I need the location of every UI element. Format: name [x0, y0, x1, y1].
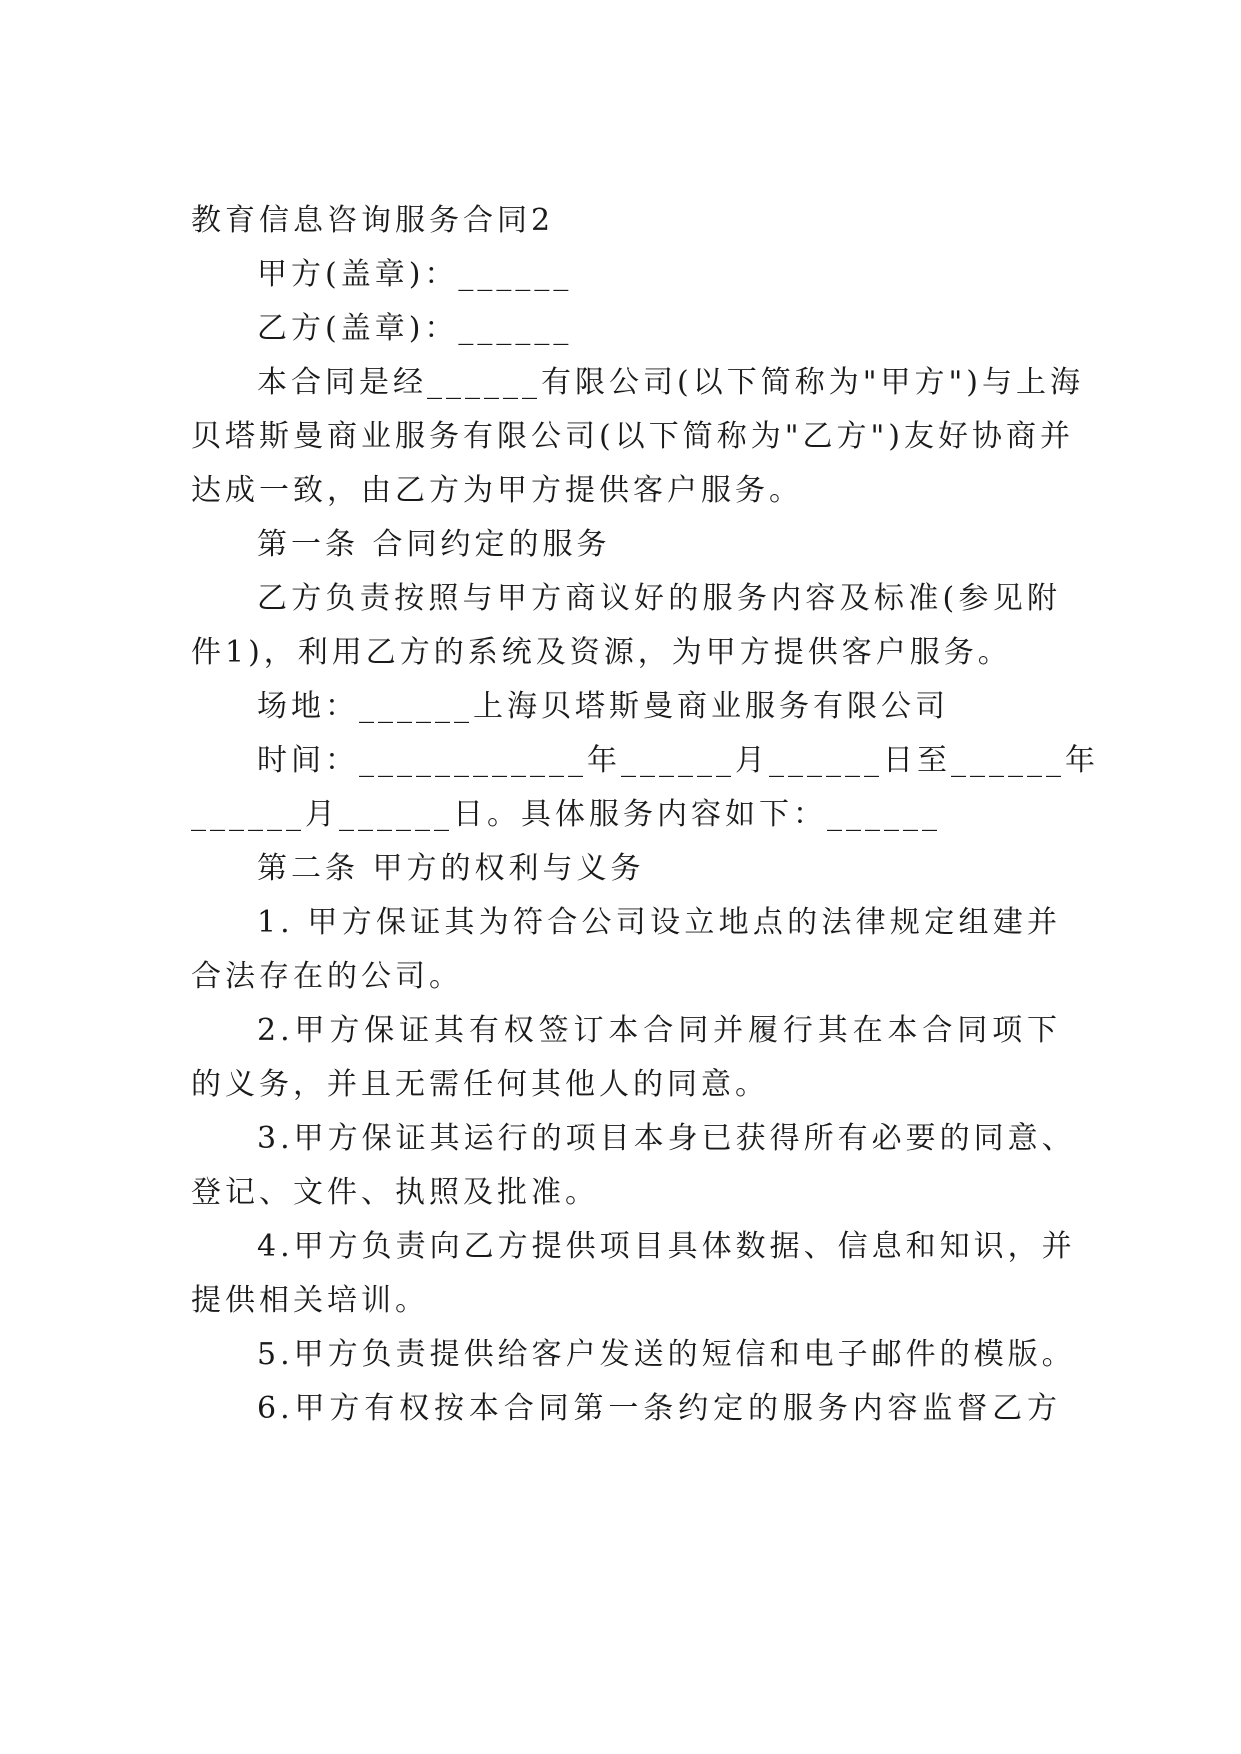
- paragraph-line: 1. 甲方保证其为符合公司设立地点的法律规定组建并: [257, 905, 1061, 940]
- time-line: 时间：____________年______月______日至______年: [257, 743, 1099, 778]
- paragraph-line: 贝塔斯曼商业服务有限公司(以下简称为"乙方")友好协商并: [191, 419, 1075, 454]
- paragraph-line: 提供相关培训。: [191, 1283, 429, 1318]
- venue-line: 场地：______上海贝塔斯曼商业服务有限公司: [257, 689, 949, 724]
- paragraph-line: 3.甲方保证其运行的项目本身已获得所有必要的同意、: [257, 1121, 1076, 1156]
- paragraph-line: 5.甲方负责提供给客户发送的短信和电子邮件的模版。: [257, 1337, 1076, 1372]
- paragraph-line: 的义务，并且无需任何其他人的同意。: [191, 1067, 769, 1102]
- paragraph-line: 本合同是经______有限公司(以下简称为"甲方")与上海: [257, 365, 1085, 400]
- paragraph-line: 2.甲方保证其有权签订本合同并履行其在本合同项下: [257, 1013, 1061, 1048]
- party-a-seal-line: 甲方(盖章)：______: [257, 257, 573, 292]
- time-line-continued: ______月______日。具体服务内容如下：______: [191, 797, 941, 832]
- paragraph-line: 6.甲方有权按本合同第一条约定的服务内容监督乙方: [257, 1391, 1061, 1426]
- paragraph-line: 4.甲方负责向乙方提供项目具体数据、信息和知识，并: [257, 1229, 1076, 1264]
- paragraph-line: 登记、文件、执照及批准。: [191, 1175, 599, 1210]
- paragraph-line: 达成一致，由乙方为甲方提供客户服务。: [191, 473, 803, 508]
- paragraph-line: 件1)，利用乙方的系统及资源，为甲方提供客户服务。: [191, 635, 1012, 670]
- section-heading: 第一条 合同约定的服务: [257, 527, 611, 562]
- paragraph-line: 乙方负责按照与甲方商议好的服务内容及标准(参见附: [257, 581, 1061, 616]
- party-b-seal-line: 乙方(盖章)：______: [257, 311, 573, 346]
- paragraph-line: 合法存在的公司。: [191, 959, 463, 994]
- document-title: 教育信息咨询服务合同2: [191, 203, 555, 238]
- section-heading: 第二条 甲方的权利与义务: [257, 851, 645, 886]
